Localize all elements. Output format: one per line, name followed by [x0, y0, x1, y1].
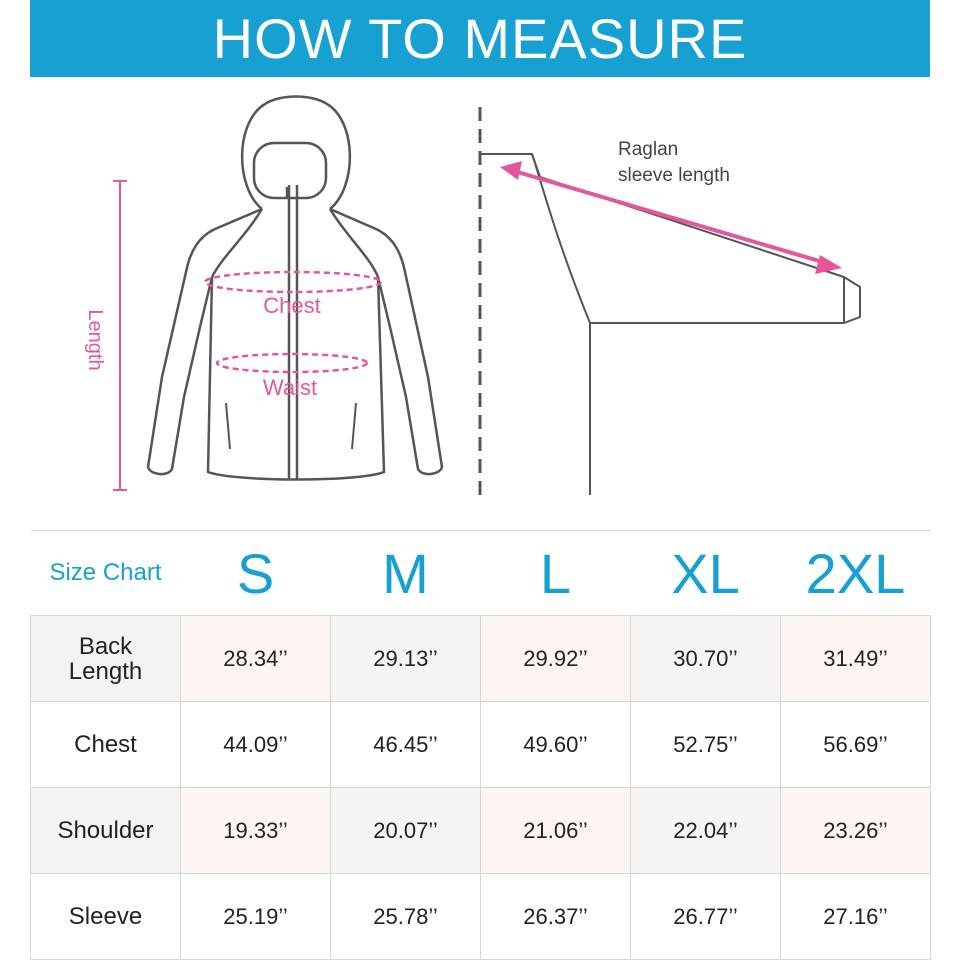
table-row-back-length [31, 616, 931, 702]
table-cell: 20.07’’ [331, 788, 481, 874]
table-cell: 52.75’’ [631, 702, 781, 788]
waist-measure-line [217, 354, 367, 372]
table-row-shoulder [31, 788, 931, 874]
size-header-2xl: 2XL [781, 531, 931, 616]
table-cell: 25.78’’ [331, 874, 481, 960]
size-chart-label: Size Chart [31, 531, 181, 616]
table-cell: 28.34’’ [181, 616, 331, 702]
table-cell: 46.45’’ [331, 702, 481, 788]
table-cell: 25.19’’ [181, 874, 331, 960]
table-row-chest [31, 702, 931, 788]
raglan-label-line1: Raglan [618, 139, 679, 160]
table-row-sleeve [31, 874, 931, 960]
row-label-sleeve: Sleeve [31, 874, 181, 960]
row-label-line2: Length [68, 657, 143, 685]
size-header-l: L [481, 531, 631, 616]
table-cell: 56.69’’ [781, 702, 931, 788]
row-label-shoulder: Shoulder [31, 788, 181, 874]
table-cell: 26.77’’ [631, 874, 781, 960]
table-cell: 44.09’’ [181, 702, 331, 788]
title-banner [30, 0, 930, 77]
row-label-back-length [31, 616, 181, 702]
row-label-line1: Back [78, 632, 133, 660]
chest-label: Chest [263, 293, 321, 318]
page-title: HOW TO MEASURE [212, 7, 748, 70]
table-cell: 31.49’’ [781, 616, 931, 702]
table-cell: 22.04’’ [631, 788, 781, 874]
table-cell: 19.33’’ [181, 788, 331, 874]
table-cell: 29.92’’ [481, 616, 631, 702]
size-header-xl: XL [631, 531, 781, 616]
length-indicator [113, 181, 127, 490]
size-header-s: S [181, 531, 331, 616]
size-header-m: M [331, 531, 481, 616]
length-label: Length [84, 309, 106, 371]
table-cell: 23.26’’ [781, 788, 931, 874]
waist-label: Waist [262, 375, 318, 400]
table-cell: 26.37’’ [481, 874, 631, 960]
table-cell: 30.70’’ [631, 616, 781, 702]
jacket-outline [148, 97, 442, 480]
size-header-row [31, 531, 931, 616]
measurement-diagram [0, 77, 960, 517]
table-cell: 49.60’’ [481, 702, 631, 788]
row-label-chest: Chest [31, 702, 181, 788]
table-cell: 27.16’’ [781, 874, 931, 960]
table-cell: 29.13’’ [331, 616, 481, 702]
table-cell: 21.06’’ [481, 788, 631, 874]
jacket-diagram-svg [0, 77, 960, 517]
size-chart-table [30, 530, 931, 960]
chest-measure-line [205, 272, 381, 292]
raglan-label-line2: sleeve length [618, 165, 730, 186]
